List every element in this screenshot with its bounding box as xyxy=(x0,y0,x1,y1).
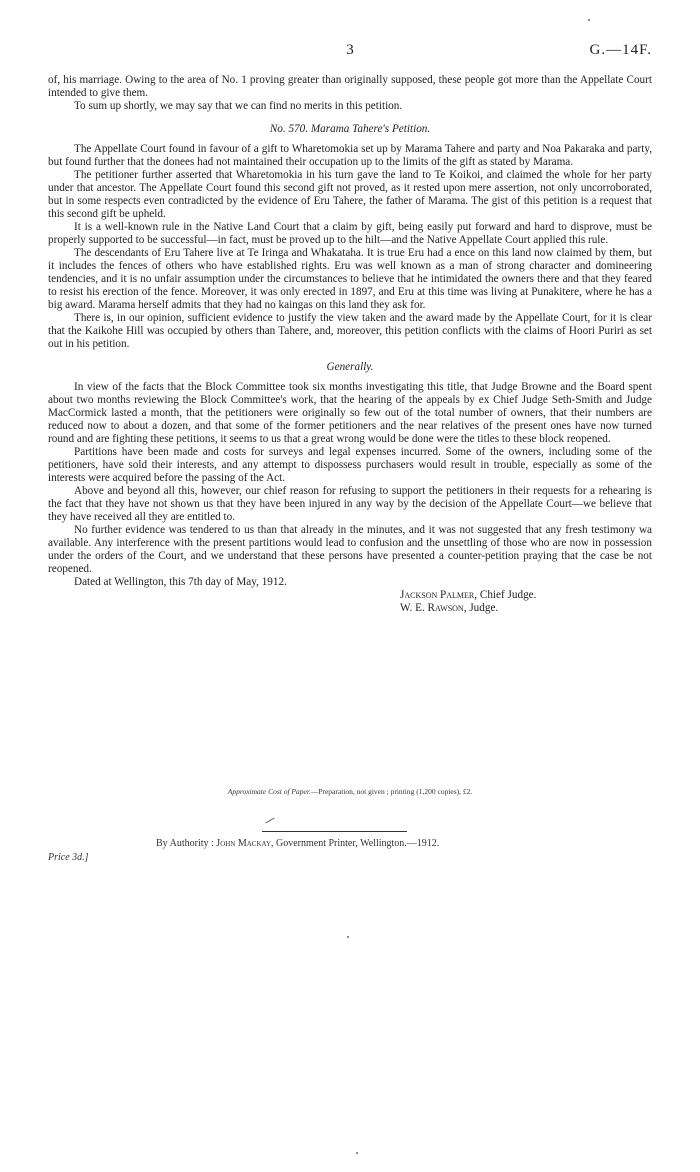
document-reference: G.—14F. xyxy=(589,42,652,58)
paragraph: Partitions have been made and costs for surveys and legal expenses incurred. Some of the owners, including some of the petitioners, have sold their interests, and any attempt to dispossess purchasers would result in trouble, especially as some of the interests were acquired before the passing of the Act. xyxy=(48,446,652,484)
paragraph: of, his marriage. Owing to the area of No. 1 proving greater than originally supposed, these people got more than the Appellate Court intended to give them. xyxy=(48,74,652,99)
paragraph: It is a well-known rule in the Native Land Court that a claim by gift, being easily put forward and hard to disprove, must be properly supported to be successful—in fact, must be proved up to the hilt—and the Native Appellate Court applied this rule. xyxy=(48,221,652,246)
paragraph: To sum up shortly, we may say that we can find no merits in this petition. xyxy=(74,100,403,112)
dated-line: Dated at Wellington, this 7th day of May, 1912. xyxy=(74,576,287,588)
paragraph: No further evidence was tendered to us than that already in the minutes, and it was not suggested that any fresh testimony wa available. Any interference with the present partitions would lead to confusion and the unsettling of those who are now in possession under the orders of the Court, and we understand that these persons have presented a counter-petition praying that the case be not reopened. xyxy=(48,524,652,575)
signatory-title: , Judge. xyxy=(463,602,499,614)
paragraph: There is, in our opinion, sufficient evidence to justify the view taken and the award made by the Appellate Court, for it is clear that the Kaikohe Hill was occupied by others than Tahere, and, moreover, this petition conflicts with the claims of Hoori Puriri as set out in his petition. xyxy=(48,312,652,350)
signature-line xyxy=(400,589,652,602)
cost-note xyxy=(0,787,700,796)
footer-rule xyxy=(262,831,407,832)
paragraph: The petitioner further asserted that Wharetomokia in his turn gave the land to Te Koikoi, and claimed the whole for her party under that ancestor. The Appellate Court found this second gift not proved, as it rested upon mere assertion, not only uncorroborated, but in some respects even contradicted by the evidence of Eru Tahere, the father of Marama. The gist of this petition is a request that this second gift be upheld. xyxy=(48,169,652,220)
section-heading-570: No. 570. Marama Tahere's Petition. xyxy=(269,123,431,135)
rule-mark xyxy=(265,818,274,824)
signatory-title: , Chief Judge. xyxy=(474,589,537,601)
section-heading-generally: Generally. xyxy=(326,361,374,373)
page-number: 3 xyxy=(346,42,354,58)
printer-name: John Mackay xyxy=(216,838,271,849)
page-header xyxy=(48,42,652,64)
cost-note-detail: —Preparation, not given ; printing (1,200 copies), £2. xyxy=(310,787,473,796)
scan-speck xyxy=(347,936,349,938)
paragraph: The descendants of Eru Tahere live at Te Iringa and Whakataha. It is true Eru had a ence on this land now claimed by them, but it includes the fences of others who have established rights. Eru was well known as a man of strong character and domineering tendencies, and it is no unfair assumption under the circumstances to believe that he intimidated the owners there and that they feared to resist his erection of the fence. Moreover, it was only erected in 1897, and Eru at this time was living at Punakitere, where he has a big award. Marama herself admits that they had no kaingas on this land they ask for. xyxy=(48,247,652,311)
cost-note-lead: Approximate Cost of Paper. xyxy=(227,787,311,796)
printer-imprint xyxy=(156,838,439,849)
signature-line xyxy=(400,602,652,615)
body-text xyxy=(48,74,652,615)
scan-speck xyxy=(588,19,590,21)
scan-speck xyxy=(356,1152,358,1154)
imprint-lead: By Authority : xyxy=(156,838,217,849)
signatory-name: W. E. Rawson xyxy=(400,602,464,614)
signature-block xyxy=(48,589,652,615)
signatory-name: Jackson Palmer xyxy=(400,589,475,601)
paragraph: The Appellate Court found in favour of a gift to Wharetomokia set up by Marama Tahere and party and Noa Pakaraka and party, but found further that the donees had not maintained their occupation up to the limits of the gift as stated by Marama. xyxy=(48,143,652,168)
paragraph: In view of the facts that the Block Committee took six months investigating this title, that Judge Browne and the Board spent about two months reviewing the Block Committee's work, that the hearing of the appeals by ex Chief Judge Seth-Smith and Judge MacCormick lasted a month, that the petitioners were originally so few out of the total number of owners, that their numbers are reduced now to about a dozen, and that some of the former petitioners and the near relatives of the present ones have now turned round and are fighting these petitions, it seems to us that a great wrong would be done were the titles to these block reopened. xyxy=(48,381,652,445)
imprint-detail: , Government Printer, Wellington.—1912. xyxy=(271,838,440,849)
price-label: Price 3d.] xyxy=(48,852,89,863)
paragraph: Above and beyond all this, however, our chief reason for refusing to support the petitioners in their requests for a rehearing is the fact that they have not shown us that they have been injured in any way by the decision of the Appellate Court—we believe that they have received all they are entitled to. xyxy=(48,485,652,523)
